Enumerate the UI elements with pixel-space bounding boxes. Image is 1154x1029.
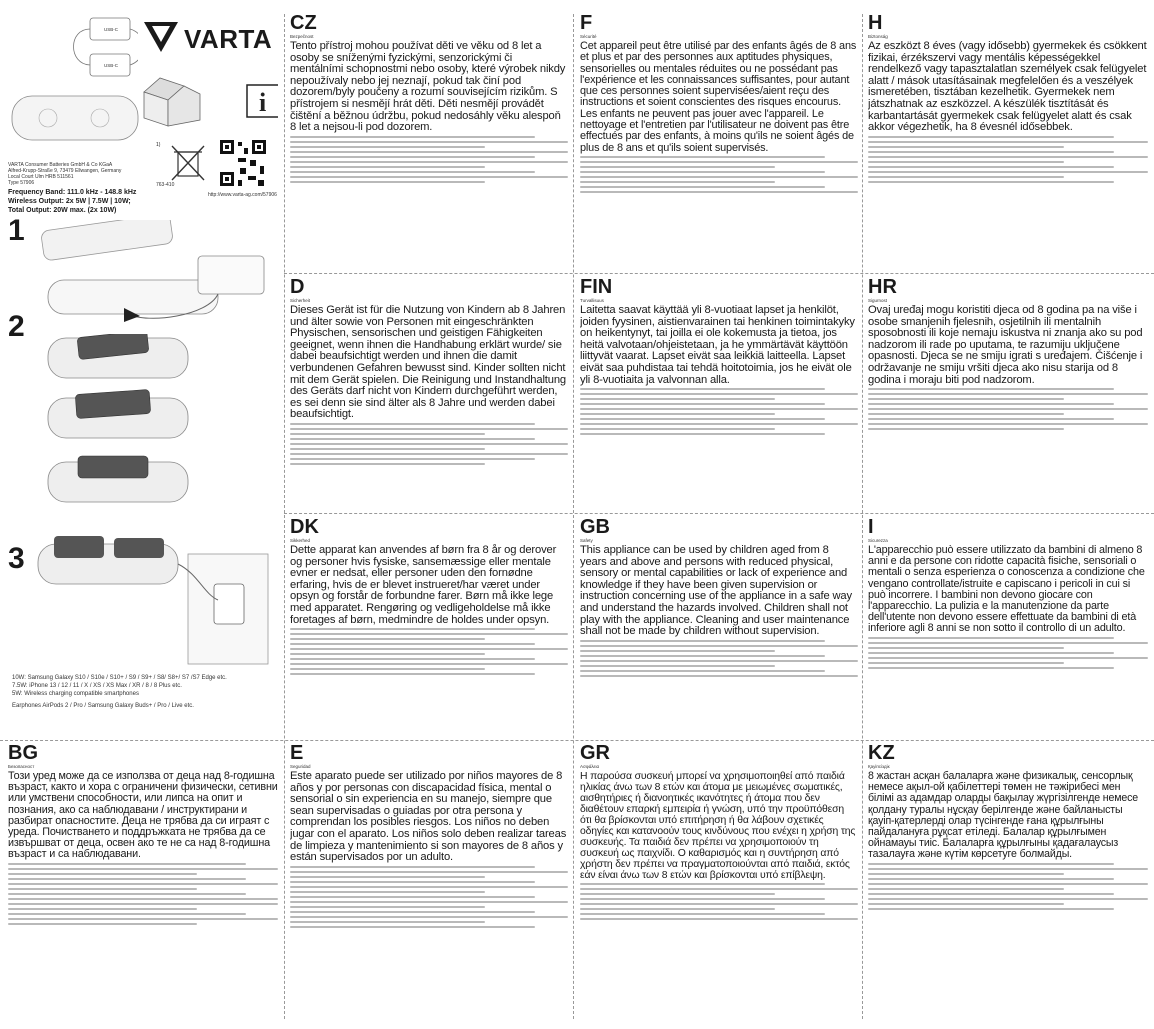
spec-block — [8, 188, 208, 215]
info-icon — [246, 84, 278, 118]
frequency-band: Frequency Band: 111.0 kHz - 148.8 kHz — [8, 189, 137, 196]
safety-heading: Seguridad — [290, 764, 311, 769]
compatibility-list — [12, 674, 274, 710]
safety-lead-text: Dette apparat kan anvendes af børn fra 8 år og derover og personer hvis fysiske, sansemæssige eller mentale evner er nedsat, eller personer uden den fornødne erfaring, hvis de er blevet instrueret/har været under opsyn og forstår de forbundne farer. Børn må ikke lege med apparatet. Rengøring og vedligeholdelse må ikke foretages af børn, medmindre de holdes under opsyn. — [290, 544, 557, 626]
section-d — [290, 278, 568, 510]
step-number: 3 — [8, 542, 25, 575]
safety-lead-text: This appliance can be used by children aged from 8 years and above and persons with reduced physical, sensory or mental capabilities or lack of experience and knowledge if they have been given supervision or instruction concerning use of the appliance in a safe way and understand the hazards involved. Children shall not play with the appliance. Cleaning and user maintenance shall not be made by children without supervision. — [580, 544, 852, 638]
section-fin — [580, 278, 858, 510]
step-number: 1 — [8, 214, 25, 247]
section-bg — [8, 744, 278, 1019]
safety-lead-text: Cet appareil peut être utilisé par des enfants âgés de 8 ans et plus et par des personnes aux aptitudes physiques, sensorielles ou mentales réduites ou ne possédant pas l'expérience et les connaissances suffisantes, pour autant que ces personnes soient supervisées/aient reçu des instructions et soient conscientes des risques encourus. Les enfants ne peuvent pas jouer avec l'appareil. Le nettoyage et l'entretien par l'utilisateur ne doivent pas être effectués par des enfants, à moins qu'ils ne soient âgés de plus de 8 ans et qu'ils soient supervisés. — [580, 40, 857, 154]
compat-line: Earphones AirPods 2 / Pro / Samsung Galaxy Buds+ / Pro / Live etc. — [12, 703, 194, 709]
section-cz — [290, 14, 568, 272]
safety-heading: Sicurezza — [868, 538, 888, 543]
column-2 — [290, 14, 568, 1019]
safety-lead-text: L'apparecchio può essere utilizzato da bambini di almeno 8 anni e da persone con ridotte capacità fisiche, sensoriali o mentali o senza esperienza o conoscenza a condizione che vengano controllate/istruite e capiscano i pericoli in cui si può incorrere. I bambini non devono giocare con l'apparecchio. La pulizia e la manutenzione da parte dell'utente non devono essere effettuate da bambini di età inferiore agli 8 anni se non sotto il controllo di un adulto. — [868, 544, 1145, 635]
safety-heading: Sikkerhed — [290, 538, 311, 543]
usb-label-top: USB-C — [104, 27, 119, 32]
manual-icon — [140, 72, 210, 128]
compat-line: 10W: Samsung Galaxy S10 / S10e / S10+ / S9 / S9+ / S8/ S8+/ S7 /S7 Edge etc. — [12, 675, 227, 681]
step1-illustration — [28, 220, 278, 330]
language-code: H — [868, 14, 883, 34]
section-gb — [580, 518, 858, 738]
language-code: HR — [868, 278, 897, 298]
language-code: CZ — [290, 14, 317, 34]
svg-text:i: i — [259, 88, 267, 117]
safety-heading: Safety — [580, 538, 593, 543]
language-code: F — [580, 14, 593, 34]
section-dk — [290, 518, 568, 738]
safety-heading: Sigurnost — [868, 298, 888, 303]
charger-pad-illustration — [8, 86, 148, 156]
safety-heading: Biztonság — [868, 34, 888, 39]
address-line: Alfred-Krupp-Straße 9, 73479 Ellwangen, Germany — [8, 168, 122, 174]
section-e — [290, 744, 568, 1019]
safety-lead-text: Η παρούσα συσκευή μπορεί να χρησιμοποιηθεί από παιδιά ηλικίας άνω των 8 ετών και άτομα με μειωμένες σωματικές, αισθητήριες ή διανοητικές ικανότητες ή άτομα που δεν διαθέτουν επαρκή εμπειρία ή γνώση, υπό την προϋπόθεση ότι θα βρίσκονται υπό επιτήρηση ή θα λάβουν σχετικές οδηγίες και κατανοούν τους κινδύνους που ενέχει η χρήση της συσκευής. Τα παιδιά δεν πρέπει να χρησιμοποιούν τη συσκευή ως παιχνίδι. Ο καθαρισμός και η συντήρηση από χρήστη δεν πρέπει να πραγματοποιούνται από παιδιά, εκτός εάν είναι άνω των 8 ετών και βρίσκονται υπό επίβλεψη. — [580, 771, 856, 881]
address-line: VARTA Consumer Batteries GmbH & Co KGaA — [8, 162, 113, 168]
brand-name: VARTA — [184, 24, 273, 54]
safety-heading: Ασφάλεια — [580, 764, 600, 769]
safety-lead-text: Този уред може да се използва от деца над 8-годишна възраст, както и хора с ограничени физически, сетивни или умствени способности, или липса на опит и познания, ако са наблюдавани / инструктирани и разбират опасностите. Деца не трябва да си играят с уреда. Почистването и поддръжката не трябва да се извършват от деца, освен ако те не са над 8-годишна възраст и са наблюдавани. — [8, 770, 278, 861]
language-code: KZ — [868, 744, 895, 764]
language-code: DK — [290, 518, 319, 538]
step3-illustration — [28, 534, 278, 674]
column-3 — [580, 14, 858, 1019]
safety-lead-text: 8 жастан асқан балаларға және физикалық, сенсорлық немесе ақыл-ой қабілеттері төмен не тәжірибесі мен білімі аз адамдар оларды бақылау жүргізілгенде немесе қолдану туралы нұсқау берілгенде және байланысты қауіп-қатерлерді олар түсінгенде ғана құрылғыны пайдалануға рұқсат етіледі. Балалар құрылғымен ойнамауы тиіс. Балаларға құрылғыны қадағалаусыз тазалауға және күтім көрсетуге болмайды. — [868, 770, 1138, 861]
safety-heading: Bezpečnost — [290, 34, 314, 39]
language-code: D — [290, 278, 305, 298]
wireless-output: Wireless Output: 2x 5W | 7.5W | 10W; — [8, 198, 131, 205]
section-hr — [868, 278, 1148, 510]
language-code: BG — [8, 744, 38, 764]
product-url: http://www.varta-ag.com/57906 — [208, 192, 277, 198]
model-number: 763-410 — [156, 182, 175, 188]
column-divider — [284, 14, 285, 1019]
step-number: 2 — [8, 310, 25, 343]
qr-code-icon — [218, 138, 268, 188]
safety-heading: Turvallisuus — [580, 298, 604, 303]
manufacturer-address — [8, 162, 148, 186]
section-i — [868, 518, 1148, 738]
language-code: E — [290, 744, 304, 764]
compat-line: 7.5W: iPhone 13 / 12 / 11 / X / XS / XS Max / XR / 8 / 8 Plus etc. — [12, 683, 182, 689]
varta-logo — [142, 18, 278, 60]
safety-heading: Безопасност — [8, 764, 35, 769]
safety-lead-text: Ovaj uređaj mogu koristiti djeca od 8 godina pa na više i osobe smanjenih fjelesnih, osjetilnih ili mentalnih sposobnosti ili koje nemaju iskustva ni znanja ako su pod nadzorom ili rade po uputama, te razumiju uključene opasnosti. Djeca se ne smiju igrati s uređajem. Čišćenje i održavanje ne smiju vršiti djeca ako nisu starija od 8 godina i moraju biti pod nadzorom. — [868, 304, 1143, 386]
safety-lead-text: Dieses Gerät ist für die Nutzung von Kindern ab 8 Jahren und älter sowie von Personen mit eingeschränkten Physischen, sensorischen und geistigen Fähigkeiten geeignet, wenn ihnen die Handhabung erklärt wurde/ sie dabei beaufsichtigt werden und ihnen die damit verbundenen Gefahren bewusst sind. Kinder sollten nicht mit dem Gerät spielen. Die Reinigung und Instandhaltung des Geräts darf nicht von Kindern durchgeführt werden, es sei denn sie sind älter als 8 Jahre und werden dabei beaufsichtigt. — [290, 304, 566, 421]
language-code: GR — [580, 744, 610, 764]
column-4 — [868, 14, 1148, 1019]
varta-v-icon — [142, 18, 180, 56]
safety-heading: Sicherheit — [290, 298, 311, 303]
column-divider — [862, 14, 863, 1019]
language-code: I — [868, 518, 874, 538]
section-h — [868, 14, 1148, 272]
total-output: Total Output: 20W max. (2x 10W) — [8, 207, 117, 214]
safety-lead-text: Tento přístroj mohou používat děti ve věku od 8 let a osoby se sníženými fyzickými, senzorickými či mentálními schopnostmi nebo osoby, které výrobek nikdy nepoužívaly nebo jej neznají, pokud tak činí pod dozorem/byly poučeny a rozumí souvisejícím rizikům. S přístrojem si nesmějí hrát děti. Děti nesmějí provádět čištění a běžnou údržbu, pokud nedosáhly věku alespoň 8 let a nejsou-li pod dozorem. — [290, 40, 566, 134]
weee-bin-icon — [168, 142, 208, 182]
step2-illustration — [18, 334, 278, 534]
safety-lead-text: Laitetta saavat käyttää yli 8-vuotiaat lapset ja henkilöt, joiden fyysinen, aistienvarainen tai henkinen toimintakyky on heikentynyt, tai joilla ei ole kokemusta ja tietoa, jos heitä valvotaan/ohjeistetaan, ja he ymmärtävät käyttöön liittyvät vaarat. Lapset eivät saa leikkiä laitteella. Lapset eivät saa puhdistaa tai tehdä hoitotoimia, jos he eivät ole yli 8-vuotiaita ja valvonnan alla. — [580, 304, 855, 386]
section-gr — [580, 744, 858, 1019]
safety-lead-text: Este aparato puede ser utilizado por niños mayores de 8 años y por personas con discapacidad física, mental o sensorial o sin experiencia en su manejo, siempre que sean supervisadas o guiadas por otra persona y comprendan los posibles riesgos. Los niños no deben jugar con el aparato. Los niños solo deben realizar tareas de limpieza y mantenimiento si son mayores de 8 años y están supervisados por un adulto. — [290, 770, 567, 864]
safety-heading: Қауіпсіздік — [868, 764, 890, 769]
section-f — [580, 14, 858, 272]
address-line: Type 57906 — [8, 180, 35, 186]
usb-cable-illustration — [8, 14, 138, 94]
section-kz — [868, 744, 1148, 1019]
address-line: Local Court Ulm HRB 511561 — [8, 174, 74, 180]
safety-lead-text: Az eszközt 8 éves (vagy idősebb) gyermekek és csökkent fizikai, érzékszervi vagy mentális képességekkel rendelkező vagy tapasztalatlan személyek csak felügyelet alatt / mások utasításainak megfelelően és a veszélyek ismeretében, tisztában kezelhetik. Gyermekek nem játszhatnak az eszközzel. A készülék tisztítását és karbantartását gyermekek csak felügyelet alatt és csak akkor végezhetik, ha 8 évesnél idősebbek. — [868, 40, 1147, 134]
language-code: FIN — [580, 278, 613, 298]
language-code: GB — [580, 518, 610, 538]
column-divider — [573, 14, 574, 1019]
footnote-marker: 1) — [156, 142, 161, 148]
compat-line: 5W: Wireless charging compatible smartphones — [12, 691, 139, 697]
usb-label-bottom: USB-C — [104, 63, 119, 68]
safety-heading: Sécurité — [580, 34, 597, 39]
